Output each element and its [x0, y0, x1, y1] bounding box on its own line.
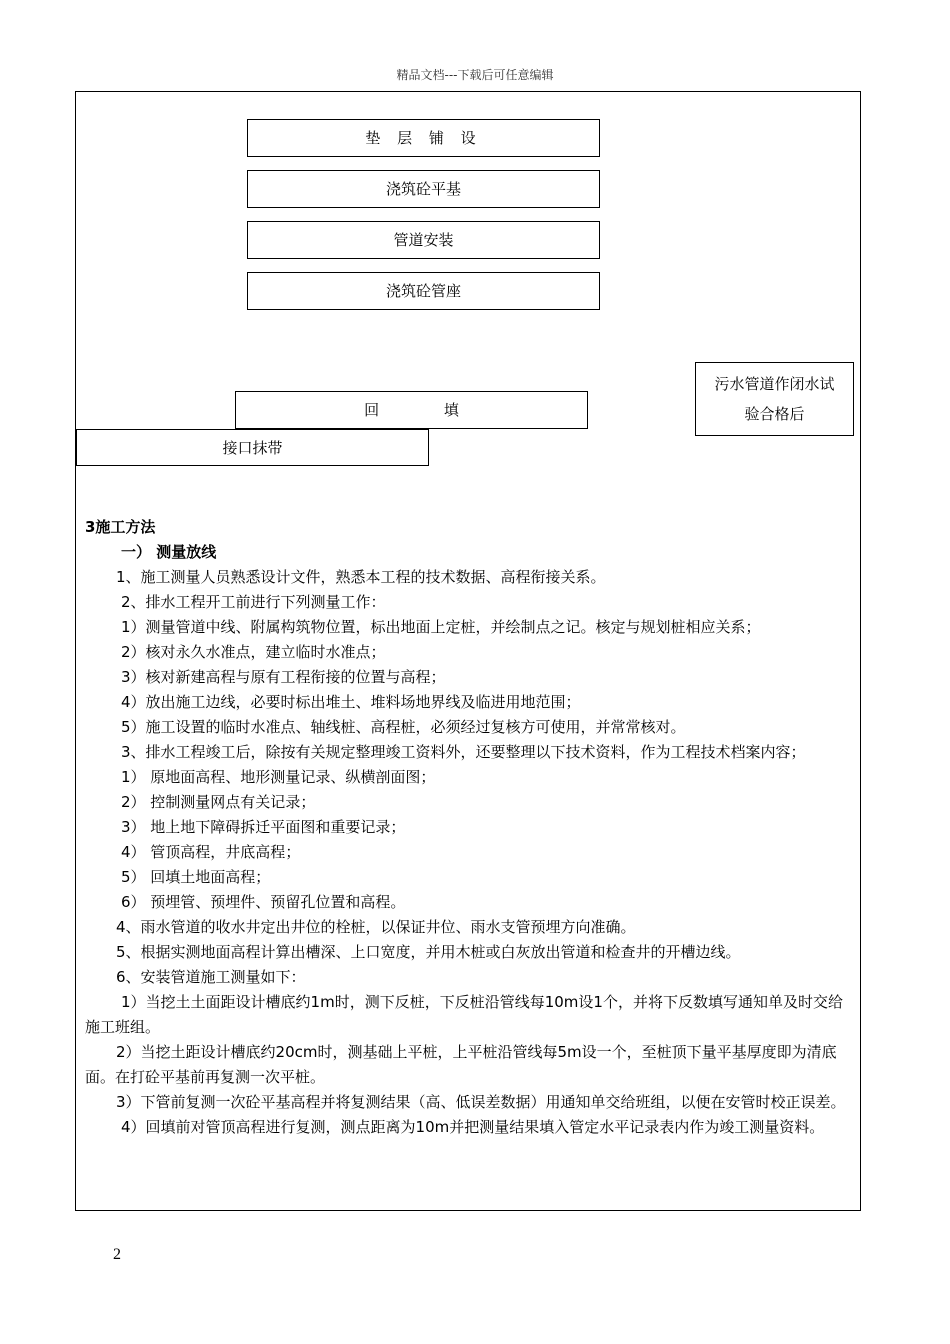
- construction-method-section: [85, 515, 853, 1140]
- flow-step-pour-base: 浇筑砼平基: [247, 170, 600, 208]
- paragraph: 6、安装管道施工测量如下：: [116, 968, 306, 986]
- paragraph: 1）测量管道中线、附属构筑物位置，标出地面上定桩，并绘制点之记。核定与规划桩相应关系；: [121, 618, 761, 636]
- paragraph: 3、排水工程竣工后，除按有关规定整理竣工资料外，还要整理以下技术资料，作为工程技术档案内容；: [121, 743, 806, 761]
- subsection-title: 一） 测量放线: [121, 543, 217, 561]
- paragraph: 5） 回填土地面高程；: [121, 868, 271, 886]
- paragraph: 2） 控制测量网点有关记录；: [121, 793, 316, 811]
- paragraph: 4）回填前对管顶高程进行复测，测点距离为10m并把测量结果填入管定水平记录表内作为竣工测量资料。: [121, 1118, 825, 1136]
- flow-step-cushion: 垫 层 铺 设: [247, 119, 600, 157]
- paragraph: 3） 地上地下障碍拆迁平面图和重要记录；: [121, 818, 406, 836]
- paragraph: 1）当挖土土面距设计槽底约1m时，测下反桩，下反桩沿管线每10m设1个，并将下反数填写通知单及时交给施工班组。: [85, 993, 843, 1036]
- flow-test-line2: 验合格后: [744, 405, 805, 423]
- paragraph: 2）核对永久水准点，建立临时水准点；: [121, 643, 386, 661]
- paragraph: 2）当挖土距设计槽底约20cm时，测基础上平桩，上平桩沿管线每5m设一个，至桩顶下量平基厚度即为清底面。在打砼平基前再复测一次平桩。: [85, 1043, 837, 1086]
- flow-test-note: [695, 362, 854, 436]
- paragraph: 3）下管前复测一次砼平基高程并将复测结果（高、低误差数据）用通知单交给班组，以便在安管时校正误差。: [116, 1093, 846, 1111]
- paragraph: 2、排水工程开工前进行下列测量工作：: [121, 593, 386, 611]
- flow-step-joint: 接口抹带: [76, 429, 429, 466]
- flow-step-pour-seat: 浇筑砼管座: [247, 272, 600, 310]
- page-number: 2: [113, 1246, 121, 1263]
- paragraph: 1） 原地面高程、地形测量记录、纵横剖面图；: [121, 768, 436, 786]
- paragraph: 6） 预埋管、预埋件、预留孔位置和高程。: [121, 893, 406, 911]
- paragraph: 3）核对新建高程与原有工程衔接的位置与高程；: [121, 668, 446, 686]
- paragraph: 4、雨水管道的收水井定出井位的栓桩，以保证井位、雨水支管预埋方向准确。: [116, 918, 636, 936]
- paragraph: 5）施工设置的临时水准点、轴线桩、高程桩，必须经过复核方可使用，并常常核对。: [121, 718, 686, 736]
- paragraph: 1、施工测量人员熟悉设计文件，熟悉本工程的技术数据、高程衔接关系。: [116, 568, 606, 586]
- paragraph: 5、根据实测地面高程计算出槽深、上口宽度，并用木桩或白灰放出管道和检查井的开槽边线。: [116, 943, 741, 961]
- flow-test-line1: 污水管道作闭水试: [714, 375, 835, 393]
- paragraph: 4） 管顶高程，井底高程；: [121, 843, 301, 861]
- page-header: 精品文档---下载后可任意编辑: [396, 68, 554, 82]
- flow-step-backfill: 回 填: [235, 391, 588, 429]
- flow-step-pipe-install: 管道安装: [247, 221, 600, 259]
- paragraph: 4）放出施工边线，必要时标出堆土、堆料场地界线及临进用地范围；: [121, 693, 581, 711]
- section-title: 3施工方法: [85, 518, 156, 536]
